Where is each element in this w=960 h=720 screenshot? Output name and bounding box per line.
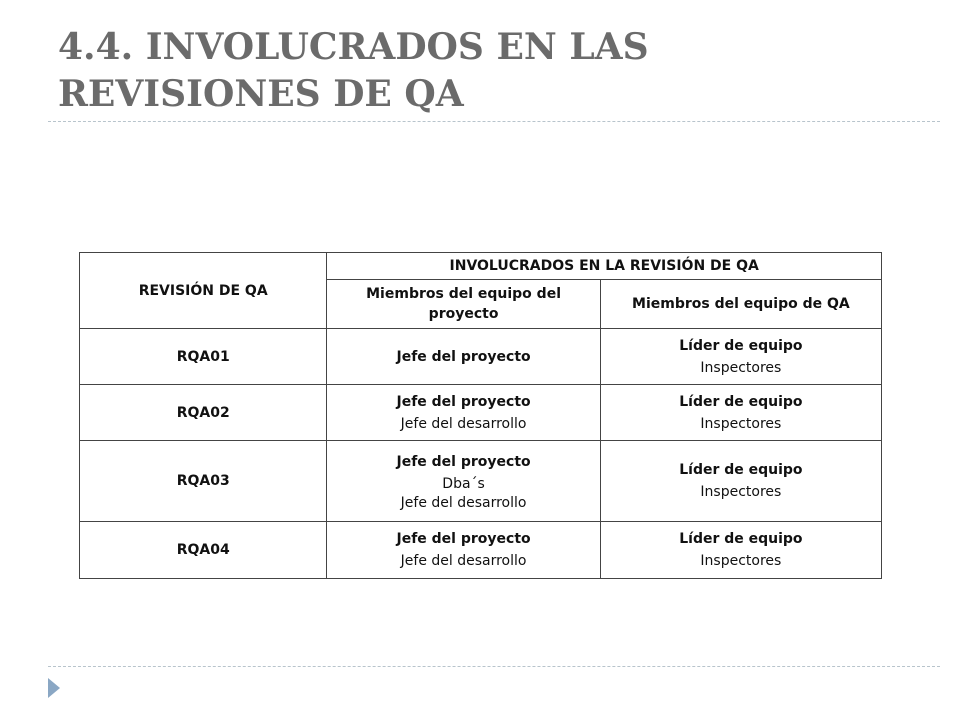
header-revision: REVISIÓN DE QA <box>80 253 327 329</box>
footer-divider <box>48 666 940 667</box>
project-member: Jefe del proyecto <box>396 348 531 365</box>
qa-members-cell <box>600 329 881 385</box>
project-members-cell <box>327 522 600 579</box>
header-qa-members: Miembros del equipo de QA <box>600 280 881 329</box>
table-row <box>80 385 882 441</box>
revision-id: RQA02 <box>80 385 327 441</box>
title-divider <box>48 121 940 122</box>
project-member: Jefe del proyecto <box>396 454 531 470</box>
project-members-cell <box>327 385 600 441</box>
revision-id: RQA03 <box>80 441 327 522</box>
qa-member: Líder de equipo <box>679 531 803 547</box>
table-header-row <box>80 253 882 280</box>
qa-member: Inspectores <box>700 415 782 432</box>
project-member: Jefe del proyecto <box>396 393 531 410</box>
header-project-members: Miembros del equipo del proyecto <box>327 280 600 329</box>
qa-member: Líder de equipo <box>679 393 803 410</box>
triangle-arrow-right-icon <box>48 678 60 698</box>
table-row <box>80 522 882 579</box>
slide-title: 4.4. INVOLUCRADOS EN LAS REVISIONES DE QA <box>58 26 649 115</box>
qa-member: Líder de equipo <box>679 337 803 354</box>
table-row <box>80 441 882 522</box>
project-member: Jefe del desarrollo <box>400 553 527 569</box>
revision-id: RQA01 <box>80 329 327 385</box>
table-row <box>80 329 882 385</box>
project-members-cell <box>327 441 600 522</box>
qa-member: Inspectores <box>700 359 782 376</box>
qa-members-cell <box>600 522 881 579</box>
qa-member: Líder de equipo <box>679 462 803 478</box>
project-member: Jefe del desarrollo <box>400 415 527 432</box>
qa-member: Inspectores <box>700 484 782 500</box>
project-members-cell <box>327 329 600 385</box>
header-involved: INVOLUCRADOS EN LA REVISIÓN DE QA <box>327 253 882 280</box>
qa-involved-table <box>79 252 882 579</box>
qa-member: Inspectores <box>700 553 782 569</box>
revision-id: RQA04 <box>80 522 327 579</box>
qa-members-cell <box>600 441 881 522</box>
qa-members-cell <box>600 385 881 441</box>
project-member: Dba´s <box>442 476 485 492</box>
project-member: Jefe del desarrollo <box>400 495 527 511</box>
project-member: Jefe del proyecto <box>396 531 531 547</box>
